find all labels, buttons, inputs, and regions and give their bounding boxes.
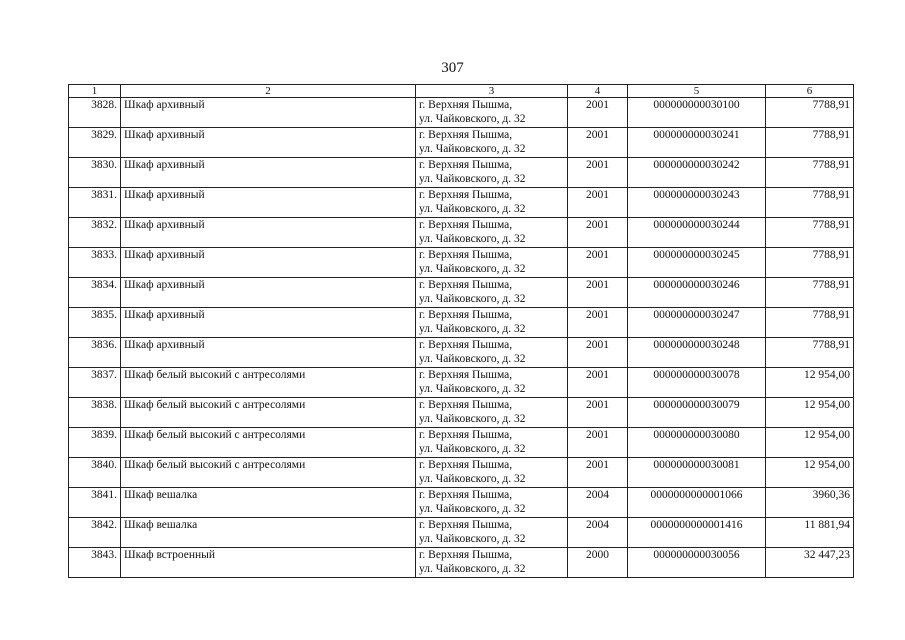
address-line-2: ул. Чайковского, д. 32	[419, 383, 526, 395]
year-cell: 2004	[568, 488, 628, 518]
address-line-1: г. Верхняя Пышма,	[419, 129, 513, 141]
cost-cell: 32 447,23	[766, 548, 854, 578]
inventory-number-cell: 000000000030100	[628, 98, 766, 128]
table-row	[69, 518, 854, 548]
item-name-cell: Шкаф вешалка	[121, 518, 416, 548]
cost-cell: 12 954,00	[766, 368, 854, 398]
address-line-2: ул. Чайковского, д. 32	[419, 113, 526, 125]
cost-cell: 7788,91	[766, 158, 854, 188]
column-header-2: 2	[121, 85, 416, 98]
item-name-cell: Шкаф белый высокий с антресолями	[121, 428, 416, 458]
item-name-cell: Шкаф архивный	[121, 158, 416, 188]
table-row	[69, 398, 854, 428]
column-header-3: 3	[416, 85, 568, 98]
address-cell	[416, 368, 568, 398]
address-cell	[416, 128, 568, 158]
cost-cell: 7788,91	[766, 248, 854, 278]
address-cell	[416, 98, 568, 128]
item-name-cell: Шкаф белый высокий с антресолями	[121, 398, 416, 428]
address-line-1: г. Верхняя Пышма,	[419, 489, 513, 501]
row-number-cell: 3840.	[69, 458, 121, 488]
item-name-cell: Шкаф архивный	[121, 338, 416, 368]
inventory-number-cell: 000000000030244	[628, 218, 766, 248]
address-cell	[416, 218, 568, 248]
table-row	[69, 458, 854, 488]
table-row	[69, 158, 854, 188]
table-row	[69, 98, 854, 128]
table-row	[69, 308, 854, 338]
item-name-cell: Шкаф архивный	[121, 218, 416, 248]
year-cell: 2001	[568, 128, 628, 158]
address-cell	[416, 188, 568, 218]
table-row	[69, 248, 854, 278]
address-line-2: ул. Чайковского, д. 32	[419, 563, 526, 575]
property-table	[68, 84, 854, 578]
item-name-cell: Шкаф вешалка	[121, 488, 416, 518]
year-cell: 2001	[568, 338, 628, 368]
row-number-cell: 3841.	[69, 488, 121, 518]
table-row	[69, 278, 854, 308]
year-cell: 2001	[568, 188, 628, 218]
inventory-number-cell: 000000000030079	[628, 398, 766, 428]
address-line-2: ул. Чайковского, д. 32	[419, 143, 526, 155]
table-body	[69, 98, 854, 578]
table-row	[69, 338, 854, 368]
year-cell: 2001	[568, 98, 628, 128]
address-cell	[416, 248, 568, 278]
address-cell	[416, 488, 568, 518]
row-number-cell: 3832.	[69, 218, 121, 248]
inventory-number-cell: 000000000030241	[628, 128, 766, 158]
address-line-2: ул. Чайковского, д. 32	[419, 173, 526, 185]
cost-cell: 12 954,00	[766, 428, 854, 458]
address-line-2: ул. Чайковского, д. 32	[419, 473, 526, 485]
address-line-2: ул. Чайковского, д. 32	[419, 353, 526, 365]
address-line-2: ул. Чайковского, д. 32	[419, 413, 526, 425]
table-row	[69, 188, 854, 218]
inventory-number-cell: 000000000030056	[628, 548, 766, 578]
address-line-2: ул. Чайковского, д. 32	[419, 443, 526, 455]
address-cell	[416, 278, 568, 308]
inventory-number-cell: 000000000030246	[628, 278, 766, 308]
column-header-5: 5	[628, 85, 766, 98]
address-line-2: ул. Чайковского, д. 32	[419, 533, 526, 545]
inventory-number-cell: 000000000030078	[628, 368, 766, 398]
address-line-2: ул. Чайковского, д. 32	[419, 503, 526, 515]
row-number-cell: 3836.	[69, 338, 121, 368]
row-number-cell: 3842.	[69, 518, 121, 548]
year-cell: 2000	[568, 548, 628, 578]
item-name-cell: Шкаф встроенный	[121, 548, 416, 578]
table-row	[69, 428, 854, 458]
address-line-1: г. Верхняя Пышма,	[419, 249, 513, 261]
inventory-number-cell: 000000000030245	[628, 248, 766, 278]
cost-cell: 12 954,00	[766, 458, 854, 488]
address-line-1: г. Верхняя Пышма,	[419, 339, 513, 351]
address-line-1: г. Верхняя Пышма,	[419, 429, 513, 441]
row-number-cell: 3838.	[69, 398, 121, 428]
inventory-number-cell: 0000000000001066	[628, 488, 766, 518]
item-name-cell: Шкаф архивный	[121, 98, 416, 128]
table-row	[69, 218, 854, 248]
cost-cell: 3960,36	[766, 488, 854, 518]
row-number-cell: 3843.	[69, 548, 121, 578]
table-row	[69, 128, 854, 158]
address-line-1: г. Верхняя Пышма,	[419, 219, 513, 231]
year-cell: 2001	[568, 398, 628, 428]
inventory-number-cell: 000000000030247	[628, 308, 766, 338]
item-name-cell: Шкаф архивный	[121, 308, 416, 338]
cost-cell: 7788,91	[766, 278, 854, 308]
row-number-cell: 3831.	[69, 188, 121, 218]
address-line-1: г. Верхняя Пышма,	[419, 189, 513, 201]
page-number: 307	[441, 60, 464, 76]
item-name-cell: Шкаф архивный	[121, 278, 416, 308]
table-row	[69, 488, 854, 518]
inventory-number-cell: 000000000030242	[628, 158, 766, 188]
year-cell: 2001	[568, 458, 628, 488]
address-line-1: г. Верхняя Пышма,	[419, 399, 513, 411]
address-cell	[416, 458, 568, 488]
item-name-cell: Шкаф белый высокий с антресолями	[121, 368, 416, 398]
item-name-cell: Шкаф белый высокий с антресолями	[121, 458, 416, 488]
address-line-1: г. Верхняя Пышма,	[419, 279, 513, 291]
address-line-2: ул. Чайковского, д. 32	[419, 323, 526, 335]
year-cell: 2001	[568, 278, 628, 308]
address-line-1: г. Верхняя Пышма,	[419, 519, 513, 531]
year-cell: 2001	[568, 428, 628, 458]
inventory-number-cell: 000000000030243	[628, 188, 766, 218]
row-number-cell: 3828.	[69, 98, 121, 128]
table-header-row	[69, 85, 854, 98]
item-name-cell: Шкаф архивный	[121, 128, 416, 158]
row-number-cell: 3829.	[69, 128, 121, 158]
address-cell	[416, 158, 568, 188]
year-cell: 2001	[568, 218, 628, 248]
cost-cell: 7788,91	[766, 218, 854, 248]
table-row	[69, 368, 854, 398]
cost-cell: 7788,91	[766, 308, 854, 338]
address-line-2: ул. Чайковского, д. 32	[419, 293, 526, 305]
address-cell	[416, 548, 568, 578]
column-header-6: 6	[766, 85, 854, 98]
row-number-cell: 3834.	[69, 278, 121, 308]
item-name-cell: Шкаф архивный	[121, 248, 416, 278]
address-cell	[416, 308, 568, 338]
inventory-number-cell: 000000000030081	[628, 458, 766, 488]
year-cell: 2001	[568, 308, 628, 338]
row-number-cell: 3833.	[69, 248, 121, 278]
address-line-2: ул. Чайковского, д. 32	[419, 233, 526, 245]
address-cell	[416, 428, 568, 458]
row-number-cell: 3835.	[69, 308, 121, 338]
year-cell: 2001	[568, 158, 628, 188]
cost-cell: 7788,91	[766, 98, 854, 128]
address-cell	[416, 338, 568, 368]
year-cell: 2001	[568, 368, 628, 398]
item-name-cell: Шкаф архивный	[121, 188, 416, 218]
row-number-cell: 3830.	[69, 158, 121, 188]
address-line-2: ул. Чайковского, д. 32	[419, 203, 526, 215]
cost-cell: 7788,91	[766, 338, 854, 368]
address-line-1: г. Верхняя Пышма,	[419, 369, 513, 381]
address-line-1: г. Верхняя Пышма,	[419, 459, 513, 471]
cost-cell: 7788,91	[766, 188, 854, 218]
year-cell: 2004	[568, 518, 628, 548]
column-header-4: 4	[568, 85, 628, 98]
row-number-cell: 3839.	[69, 428, 121, 458]
cost-cell: 12 954,00	[766, 398, 854, 428]
address-line-2: ул. Чайковского, д. 32	[419, 263, 526, 275]
table-row	[69, 548, 854, 578]
address-cell	[416, 398, 568, 428]
inventory-number-cell: 000000000030080	[628, 428, 766, 458]
year-cell: 2001	[568, 248, 628, 278]
address-line-1: г. Верхняя Пышма,	[419, 159, 513, 171]
cost-cell: 11 881,94	[766, 518, 854, 548]
column-header-1: 1	[69, 85, 121, 98]
cost-cell: 7788,91	[766, 128, 854, 158]
inventory-number-cell: 0000000000001416	[628, 518, 766, 548]
address-line-1: г. Верхняя Пышма,	[419, 549, 513, 561]
address-cell	[416, 518, 568, 548]
address-line-1: г. Верхняя Пышма,	[419, 309, 513, 321]
inventory-number-cell: 000000000030248	[628, 338, 766, 368]
row-number-cell: 3837.	[69, 368, 121, 398]
address-line-1: г. Верхняя Пышма,	[419, 99, 513, 111]
